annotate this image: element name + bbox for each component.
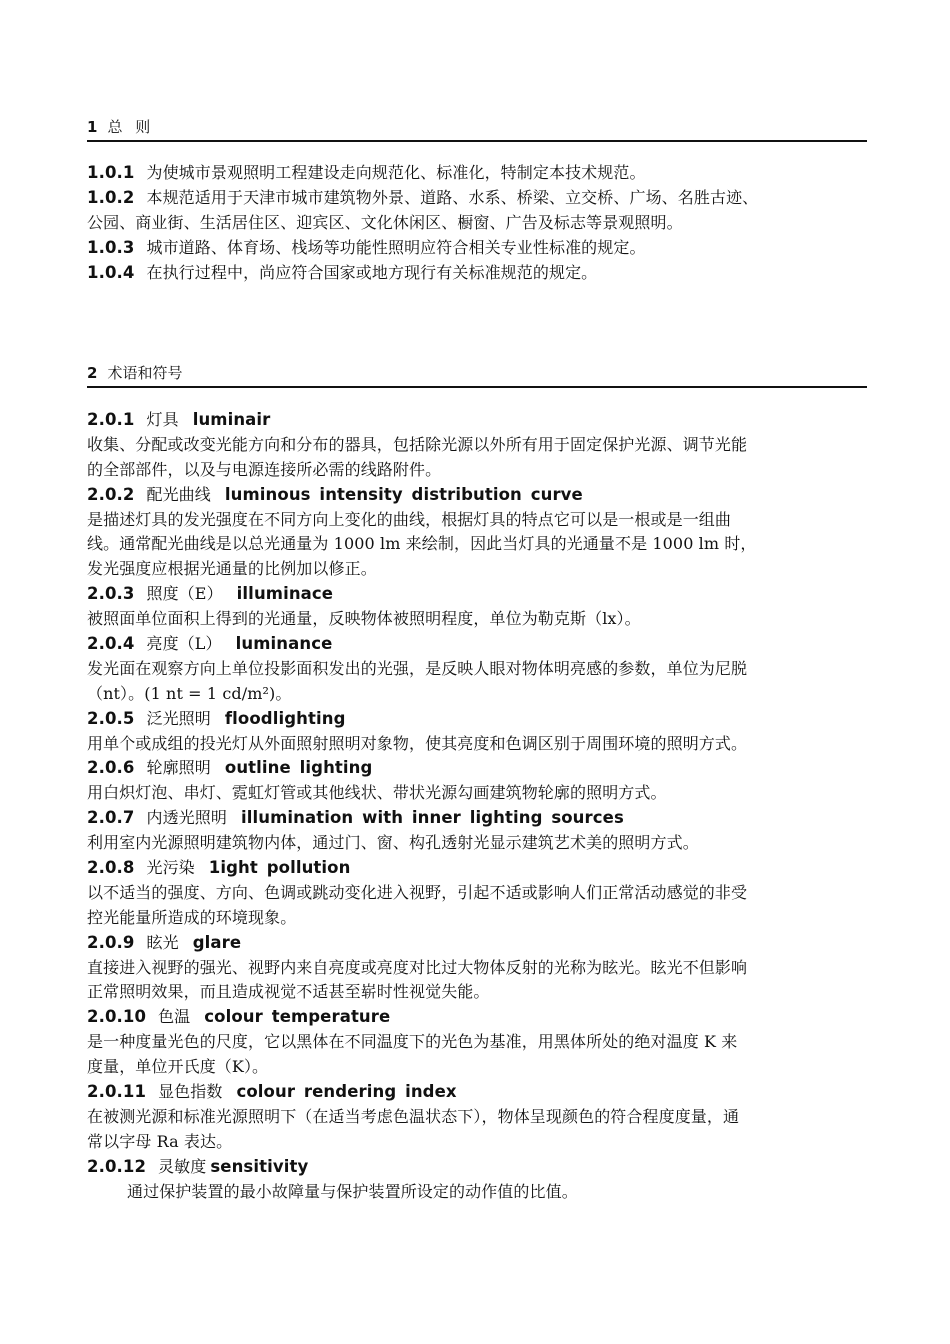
term-heading bbox=[87, 1155, 867, 1180]
term-heading bbox=[87, 856, 867, 881]
clause bbox=[87, 236, 867, 261]
term-definition: 通过保护装置的最小故障量与保护装置所设定的动作值的比值。 bbox=[127, 1181, 578, 1201]
term-cn: 配光曲线 bbox=[146, 484, 211, 504]
term-definition: 以不适当的强度、方向、色调或跳动变化进入视野，引起不适或影响人们正常活动感觉的非受 bbox=[87, 882, 748, 902]
term-definition: 是一种度量光色的尺度，它以黑体在不同温度下的光色为基准，用黑体所处的绝对温度 K 来 bbox=[87, 1032, 738, 1052]
term-definition: 度量，单位开氏度（K）。 bbox=[87, 1057, 269, 1077]
term-heading bbox=[87, 806, 867, 831]
term-number: 2.0.4 bbox=[87, 634, 135, 654]
term-number: 2.0.8 bbox=[87, 858, 135, 878]
section-1-body bbox=[87, 161, 867, 285]
term-en: sensitivity bbox=[210, 1156, 309, 1176]
term-heading bbox=[87, 483, 867, 508]
term-en: luminous intensity distribution curve bbox=[224, 484, 583, 504]
clause-text: 在执行过程中，尚应符合国家或地方现行有关标准规范的规定。 bbox=[146, 262, 598, 282]
term-number: 2.0.7 bbox=[87, 808, 135, 828]
term-heading bbox=[87, 408, 867, 433]
term-cn: 内透光照明 bbox=[146, 808, 227, 828]
term-cn: 光污染 bbox=[146, 858, 195, 878]
term-heading bbox=[87, 931, 867, 956]
term-heading bbox=[87, 1005, 867, 1030]
term-cn: 轮廓照明 bbox=[146, 758, 211, 778]
clause-text: 城市道路、体育场、栈场等功能性照明应符合相关专业性标准的规定。 bbox=[146, 237, 646, 257]
term-definition: 的全部部件，以及与电源连接所必需的线路附件。 bbox=[87, 459, 442, 479]
term-en: floodlighting bbox=[224, 708, 346, 728]
term-definition: 直接进入视野的强光、视野内来自亮度或亮度对比过大物体反射的光称为眩光。眩光不但影响 bbox=[87, 957, 748, 977]
clause-number: 1.0.4 bbox=[87, 262, 135, 282]
section-2-body bbox=[87, 408, 867, 1205]
term-number: 2.0.3 bbox=[87, 584, 135, 604]
term-heading bbox=[87, 1080, 867, 1105]
clause-text: 为使城市景观照明工程建设走向规范化、标准化，特制定本技术规范。 bbox=[146, 163, 646, 182]
term-number: 2.0.12 bbox=[87, 1156, 147, 1176]
clause-continuation: 公园、商业街、生活居住区、迎宾区、文化休闲区、橱窗、广告及标志等景观照明。 bbox=[87, 212, 683, 232]
term-en: colour rendering index bbox=[236, 1082, 457, 1102]
term-number: 2.0.1 bbox=[87, 410, 135, 429]
term-cn: 照度（E） bbox=[146, 584, 223, 604]
term-number: 2.0.10 bbox=[87, 1007, 147, 1027]
term-en: glare bbox=[192, 932, 242, 952]
section-number: 2 bbox=[87, 364, 98, 382]
term-definition: 常以字母 Ra 表达。 bbox=[87, 1131, 233, 1151]
term-cn: 色温 bbox=[158, 1007, 191, 1027]
term-cn: 亮度（L） bbox=[146, 634, 222, 654]
term-definition: 正常照明效果，而且造成视觉不适甚至崭时性视觉失能。 bbox=[87, 982, 490, 1002]
clause-number: 1.0.1 bbox=[87, 163, 135, 182]
term-number: 2.0.5 bbox=[87, 708, 135, 728]
clause bbox=[87, 261, 867, 286]
term-en: illumination with inner lighting sources bbox=[241, 808, 624, 828]
section-number: 1 bbox=[87, 118, 98, 136]
section-title: 术语和符号 bbox=[107, 364, 183, 382]
term-definition: 收集、分配或改变光能方向和分布的器具，包括除光源以外所有用于固定保护光源、调节光能 bbox=[87, 434, 748, 454]
term-number: 2.0.6 bbox=[87, 758, 135, 778]
term-en: colour temperature bbox=[204, 1007, 391, 1027]
section-title: 总 则 bbox=[107, 118, 155, 136]
term-definition: 用单个或成组的投光灯从外面照射照明对象物，使其亮度和色调区别于周围环境的照明方式。 bbox=[87, 733, 748, 753]
term-cn: 泛光照明 bbox=[146, 708, 211, 728]
term-definition: （nt）。(1 nt = 1 cd/m²)。 bbox=[87, 683, 292, 703]
term-definition: 用白炽灯泡、串灯、霓虹灯管或其他线状、带状光源勾画建筑物轮廓的照明方式。 bbox=[87, 783, 667, 803]
term-number: 2.0.9 bbox=[87, 932, 135, 952]
term-definition: 被照面单位面积上得到的光通量，反映物体被照明程度，单位为勒克斯（lx）。 bbox=[87, 609, 641, 629]
clause bbox=[87, 186, 867, 211]
term-number: 2.0.2 bbox=[87, 484, 135, 504]
term-en: illuminace bbox=[236, 584, 334, 604]
term-en: luminance bbox=[235, 634, 333, 654]
clause-number: 1.0.2 bbox=[87, 187, 135, 207]
term-definition: 控光能量所造成的环境现象。 bbox=[87, 907, 297, 927]
term-heading bbox=[87, 632, 867, 657]
term-definition: 在被测光源和标准光源照明下（在适当考虑色温状态下），物体呈现颜色的符合程度度量，通 bbox=[87, 1106, 740, 1126]
term-definition: 发光强度应根据光通量的比例加以修正。 bbox=[87, 559, 377, 579]
section-2-heading bbox=[87, 362, 867, 388]
term-cn: 灯具 bbox=[146, 410, 179, 429]
section-1-heading bbox=[87, 116, 867, 142]
term-cn: 显色指数 bbox=[158, 1082, 223, 1102]
term-number: 2.0.11 bbox=[87, 1082, 147, 1102]
term-definition: 发光面在观察方向上单位投影面积发出的光强，是反映人眼对物体明亮感的参数，单位为尼脱 bbox=[87, 658, 748, 678]
term-definition: 利用室内光源照明建筑物内体，通过门、窗、构孔透射光显示建筑艺术美的照明方式。 bbox=[87, 833, 699, 853]
term-heading bbox=[87, 582, 867, 607]
term-cn: 眩光 bbox=[146, 932, 179, 952]
term-cn: 灵敏度 bbox=[158, 1156, 207, 1176]
clause-number: 1.0.3 bbox=[87, 237, 135, 257]
term-heading bbox=[87, 707, 867, 732]
clause-text: 本规范适用于天津市城市建筑物外景、道路、水系、桥梁、立交桥、广场、名胜古迹、 bbox=[146, 187, 759, 207]
term-en: outline lighting bbox=[224, 758, 373, 778]
clause bbox=[87, 161, 867, 186]
term-en: luminair bbox=[192, 410, 271, 429]
term-en: 1ight pollution bbox=[208, 858, 351, 878]
term-definition: 线。通常配光曲线是以总光通量为 1000 lm 来绘制，因此当灯具的光通量不是 1000 lm 时， bbox=[87, 534, 757, 554]
term-definition: 是描述灯具的发光强度在不同方向上变化的曲线，根据灯具的特点它可以是一根或是一组曲 bbox=[87, 509, 732, 529]
term-heading bbox=[87, 756, 867, 781]
